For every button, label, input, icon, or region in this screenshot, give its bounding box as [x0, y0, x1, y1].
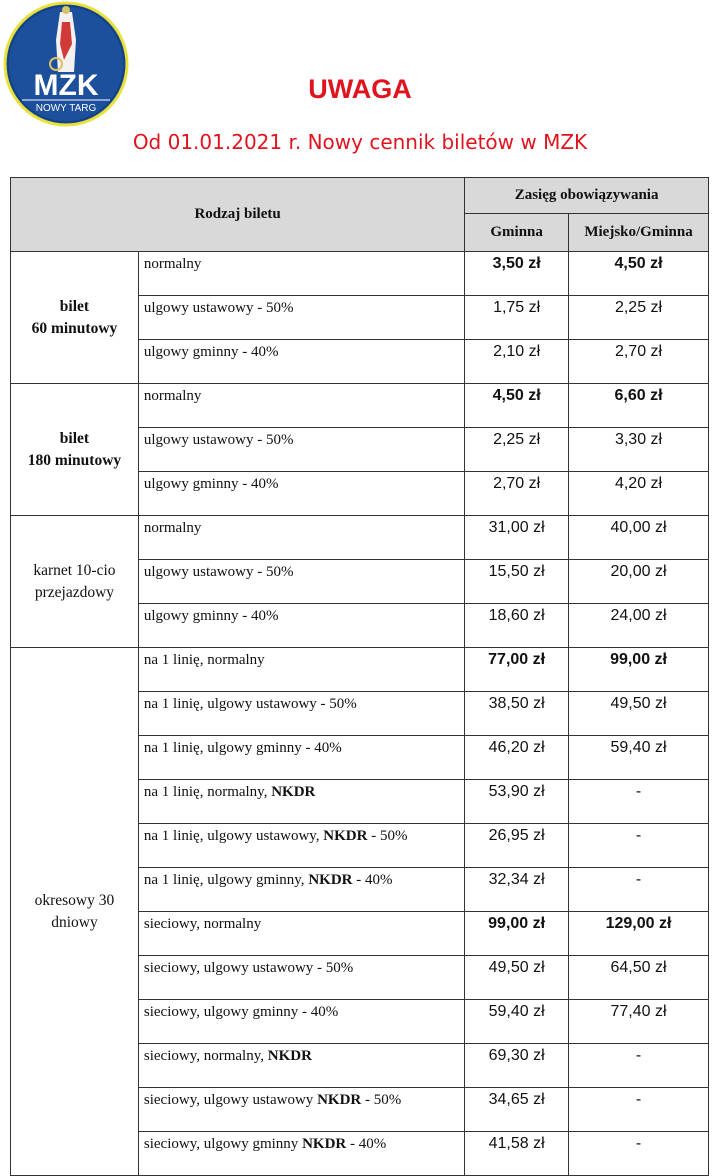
price-miejsko-gminna: 20,00 zł: [569, 560, 709, 604]
price-gminna: 41,58 zł: [465, 1132, 569, 1176]
group-label-line2: 60 minutowy: [31, 319, 118, 337]
ticket-variant: [138, 692, 464, 736]
ticket-variant: [138, 912, 464, 956]
price-gminna: 59,40 zł: [465, 1000, 569, 1044]
price-gminna: 3,50 zł: [465, 252, 569, 296]
title-text: UWAGA: [308, 74, 412, 104]
price-miejsko-gminna: 4,50 zł: [569, 252, 709, 296]
price-gminna: 2,25 zł: [465, 428, 569, 472]
variant-text: sieciowy, ulgowy gminny - 40%: [143, 1004, 339, 1020]
price-gminna: 1,75 zł: [465, 296, 569, 340]
variant-text: normalny: [143, 256, 202, 272]
svg-text:MZK: MZK: [33, 69, 99, 102]
variant-text: na 1 linię, ulgowy gminny - 40%: [143, 740, 342, 756]
price-miejsko-gminna: -: [569, 868, 709, 912]
ticket-variant: [138, 384, 464, 428]
variant-text: normalny: [143, 520, 202, 536]
price-miejsko-gminna: 2,70 zł: [569, 340, 709, 384]
svg-text:NOWY TARG: NOWY TARG: [35, 103, 97, 114]
table-row: [11, 252, 709, 296]
price-gminna: 4,50 zł: [465, 384, 569, 428]
ticket-variant: [138, 340, 464, 384]
price-miejsko-gminna: -: [569, 824, 709, 868]
ticket-variant: [138, 736, 464, 780]
variant-text: sieciowy, normalny: [143, 916, 262, 932]
ticket-variant: [138, 1088, 464, 1132]
header-miejsko-gminna: Miejsko/Gminna: [569, 214, 709, 252]
price-gminna: 2,70 zł: [465, 472, 569, 516]
ticket-variant: [138, 296, 464, 340]
price-miejsko-gminna: 77,40 zł: [569, 1000, 709, 1044]
variant-text: na 1 linię, ulgowy ustawowy - 50%: [143, 696, 357, 712]
ticket-variant: [138, 1132, 464, 1176]
group-label-line1: okresowy 30: [34, 891, 115, 909]
price-miejsko-gminna: -: [569, 1132, 709, 1176]
price-gminna: 34,65 zł: [465, 1088, 569, 1132]
variant-text: ulgowy ustawowy - 50%: [143, 300, 294, 316]
price-gminna: 99,00 zł: [465, 912, 569, 956]
price-miejsko-gminna: -: [569, 1044, 709, 1088]
price-miejsko-gminna: -: [569, 1088, 709, 1132]
header-range: Zasięg obowiązywania: [465, 178, 709, 214]
variant-nkdr: NKDR: [302, 1136, 347, 1152]
variant-text: ulgowy ustawowy - 50%: [143, 564, 294, 580]
header-ticket-type: Rodzaj biletu: [11, 178, 465, 252]
group-label-line1: karnet 10-cio: [33, 561, 116, 579]
variant-nkdr: NKDR: [271, 784, 316, 800]
variant-text: sieciowy, normalny,: [143, 1048, 268, 1064]
ticket-variant: [138, 252, 464, 296]
price-gminna: 31,00 zł: [465, 516, 569, 560]
ticket-variant: [138, 472, 464, 516]
ticket-variant: [138, 1044, 464, 1088]
price-gminna: 32,34 zł: [465, 868, 569, 912]
price-miejsko-gminna: 2,25 zł: [569, 296, 709, 340]
header-gminna: Gminna: [465, 214, 569, 252]
price-miejsko-gminna: 24,00 zł: [569, 604, 709, 648]
notice-subtitle: Od 01.01.2021 r. Nowy cennik biletów w MZK: [132, 130, 588, 154]
price-gminna: 77,00 zł: [465, 648, 569, 692]
price-gminna: 49,50 zł: [465, 956, 569, 1000]
variant-text: sieciowy, ulgowy ustawowy - 50%: [143, 960, 354, 976]
price-gminna: 15,50 zł: [465, 560, 569, 604]
ticket-variant: [138, 560, 464, 604]
ticket-variant: [138, 956, 464, 1000]
variant-discount: - 40%: [352, 872, 393, 888]
ticket-variant: [138, 780, 464, 824]
price-gminna: 53,90 zł: [465, 780, 569, 824]
price-miejsko-gminna: 4,20 zł: [569, 472, 709, 516]
ticket-variant: [138, 428, 464, 472]
ticket-variant: [138, 648, 464, 692]
group-label-line1: bilet: [59, 297, 90, 315]
variant-text: sieciowy, ulgowy ustawowy: [143, 1092, 318, 1108]
variant-discount: - 50%: [367, 828, 408, 844]
variant-text: na 1 linię, ulgowy ustawowy,: [143, 828, 324, 844]
variant-text: sieciowy, ulgowy gminny: [143, 1136, 303, 1152]
price-miejsko-gminna: 6,60 zł: [569, 384, 709, 428]
variant-text: na 1 linię, normalny: [143, 652, 265, 668]
variant-text: ulgowy gminny - 40%: [143, 476, 279, 492]
price-miejsko-gminna: 49,50 zł: [569, 692, 709, 736]
price-miejsko-gminna: 3,30 zł: [569, 428, 709, 472]
ticket-variant: [138, 868, 464, 912]
variant-discount: - 50%: [361, 1092, 402, 1108]
variant-text: ulgowy gminny - 40%: [143, 608, 279, 624]
ticket-variant: [138, 1000, 464, 1044]
group-label-line2: 180 minutowy: [27, 451, 122, 469]
variant-nkdr: NKDR: [267, 1048, 312, 1064]
table-row: [11, 648, 709, 692]
price-gminna: 26,95 zł: [465, 824, 569, 868]
variant-text: ulgowy gminny - 40%: [143, 344, 279, 360]
price-miejsko-gminna: 64,50 zł: [569, 956, 709, 1000]
price-gminna: 69,30 zł: [465, 1044, 569, 1088]
ticket-variant: [138, 516, 464, 560]
price-miejsko-gminna: -: [569, 780, 709, 824]
variant-text: normalny: [143, 388, 202, 404]
ticket-variant: [138, 604, 464, 648]
ticket-group-label: [11, 252, 139, 384]
group-label-line2: przejazdowy: [34, 583, 115, 601]
table-row: [11, 516, 709, 560]
variant-nkdr: NKDR: [308, 872, 353, 888]
price-miejsko-gminna: 40,00 zł: [569, 516, 709, 560]
price-gminna: 38,50 zł: [465, 692, 569, 736]
variant-text: na 1 linię, normalny,: [143, 784, 272, 800]
ticket-group-label: [11, 384, 139, 516]
variant-text: na 1 linię, ulgowy gminny,: [143, 872, 309, 888]
price-miejsko-gminna: 129,00 zł: [569, 912, 709, 956]
price-gminna: 18,60 zł: [465, 604, 569, 648]
variant-nkdr: NKDR: [317, 1092, 362, 1108]
price-miejsko-gminna: 59,40 zł: [569, 736, 709, 780]
variant-nkdr: NKDR: [323, 828, 368, 844]
price-table: [10, 177, 709, 1176]
price-gminna: 46,20 zł: [465, 736, 569, 780]
ticket-group-label: [11, 648, 139, 1176]
group-label-line2: dniowy: [51, 913, 98, 931]
price-miejsko-gminna: 99,00 zł: [569, 648, 709, 692]
variant-discount: - 40%: [346, 1136, 387, 1152]
ticket-variant: [138, 824, 464, 868]
group-label-line1: bilet: [59, 429, 90, 447]
ticket-group-label: [11, 516, 139, 648]
price-gminna: 2,10 zł: [465, 340, 569, 384]
mzk-logo: [2, 0, 130, 128]
table-row: [11, 384, 709, 428]
notice-title: [0, 74, 660, 105]
variant-text: ulgowy ustawowy - 50%: [143, 432, 294, 448]
